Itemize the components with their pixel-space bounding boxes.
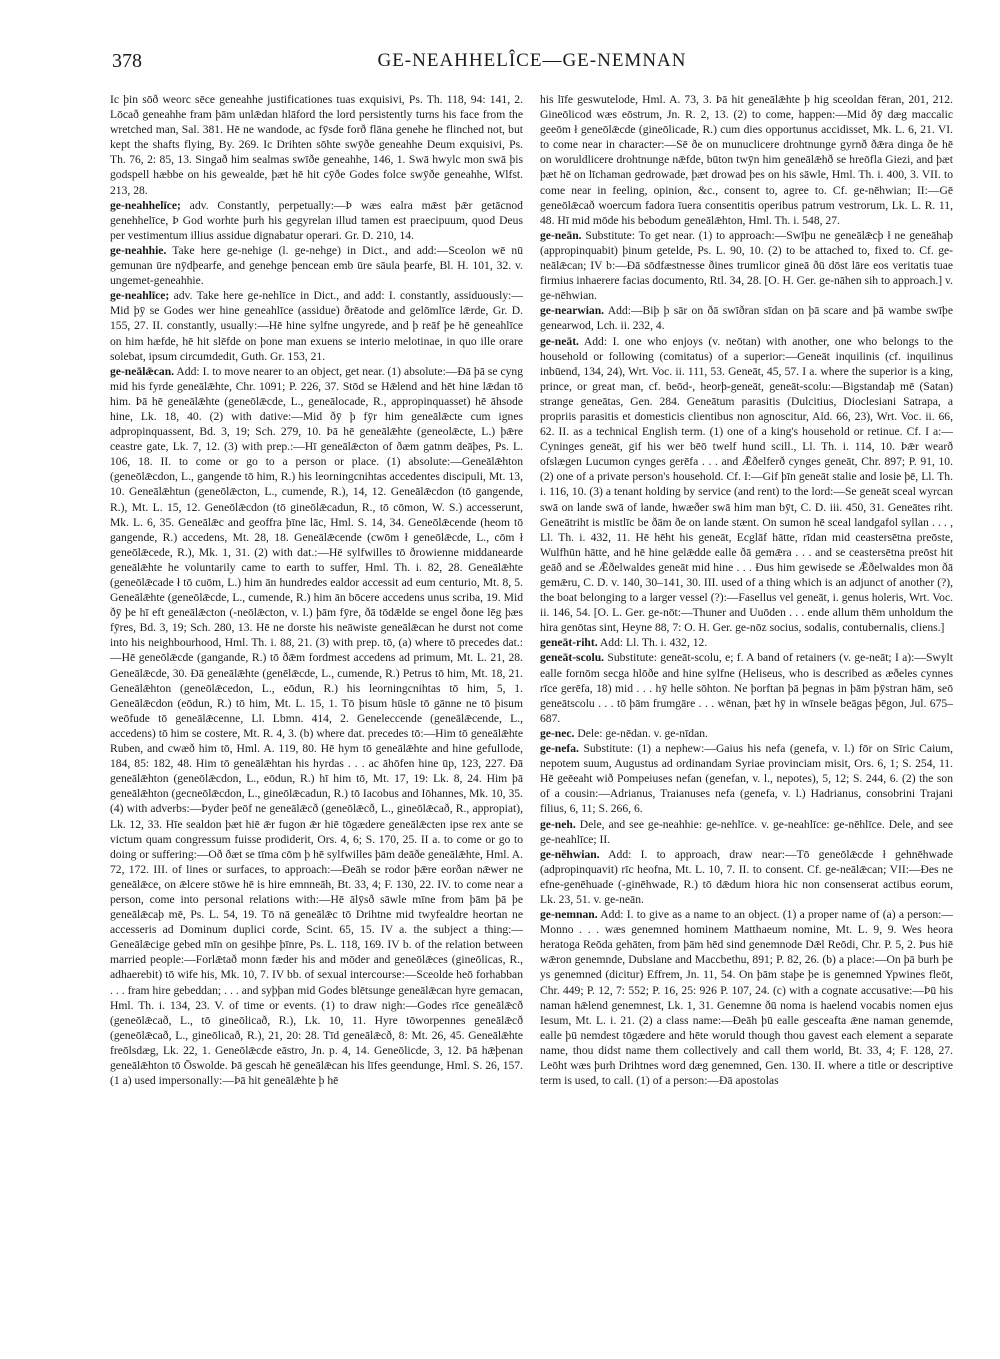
entry-headword: ge-neahlīce; xyxy=(110,289,170,303)
entry-headword: ge-neān. xyxy=(540,228,582,242)
left-column xyxy=(110,92,523,1354)
entry-headword: ge-neahhelīce; xyxy=(110,198,181,212)
page-header xyxy=(112,50,952,84)
dictionary-entry xyxy=(540,303,953,333)
entry-headword: ge-nearwian. xyxy=(540,304,605,318)
entry-text: adv. Take here ge-nehlīce in Dict., and add: I. constantly, assiduously:—Mid þȳ se Godes wer hine geneahlīce (assidue) ðrēatode and gelōmlīce lǣrde, Gr. D. 155, 27. II. constantly, usually:—Hē hine sylfne ungyrede, and þ reāf þe hē geneahlīce on him hæfde, hē hit slēfde on þone man exuens se interio melotinae, in quo ille orare solebat, ipsum circumdedit, Guth. Gr. 153, 21. xyxy=(110,289,523,363)
entry-text: Add: I. to give as a name to an object. (1) a proper name of (a) a person:—Monno . . . wæs genemned hominem Matthaeum nomine, Mt. L. 9, 9. Wes heora heratoga Reōda gehāten, from þām hēd sind genemnode Dǣl Reōdi, Chr. P. 5, 2. Þus hiē wǣron genemnde, Dubslane and Maccbethu, 891; P. 82, 26. (b) a place:—On þā burh þe ys genemned (dicitur) Effrem, Jn. 11, 54. On þām staþe þe is genemned Ypwines fleōt, Chr. 449; P. 12, 7: 552; P. 16, 25: 926 P. 107, 24. (c) with a cognate accusative:—Þū his naman hǣlend genemnest, Lk. 1, 31. Genemne ðū noma is haelend vocabis nomen ejus Iesum, Mt. L. i. 21. (2) a class name:—Ðeāh þū ealle gesceafta ǣne naman genemde, ealle þū nemdest tōgædere and hēte woruld though thou gavest each element a separate name, thou didst name them collectively and call them world, Bt. 33, 4; F. 128, 27. Leōht wæs þurh Drihtnes word dæg genemned, Gen. 130. II. where a title or descriptive term is used, to call. (1) of a person:—Ðā apostolas xyxy=(540,908,953,1088)
right-column xyxy=(540,92,953,1354)
entry-text: Substitute: To get near. (1) to approach:—Swīþu ne geneālǣcþ ł ne geneāhaþ (appropinquabit) þinum getelde, Ps. L. 90, 10. (2) to be attached to, fixed to. Cf. ge-neālǣcan; IV b:—Ðā sōdfæstnesse ðines trumlicor gineā ðū dōst lāre eos veritatis tuae firmius inhaerere facias documento, Rtl. 34, 28. [O. H. Ger. ge-nāhen sih to approach.] v. ge-nēhwian. xyxy=(540,228,953,303)
entry-text: Substitute: geneāt-scolu, e; f. A band of retainers (v. ge-neāt; I a):—Swylt ealle fornōm secga hlōðe and hine sylfne (Heliseus, who is described as æðeles cynnes rīce gerēfa, 18) mid . . . hȳ helle sōhton. Ne þorftan þā þegnas in þām þȳstran hām, seō geneātscolu . . . tō þām frumgāre . . . wēnan, þæt hȳ in wīnsele beāgas þēgon, Jul. 675–687. xyxy=(540,651,953,725)
entry-text: Add: I. to move nearer to an object, get near. (1) absolute:—Ðā þā se cyng mid his fyrde geneālǣhte, Chr. 1091; P. 226, 37. Stōd se Hǣlend and hēt hine lǣdan tō him. Þā hē geneālǣhte (geneōlǣcde, L., geneālocade, R., appropinquasset) hē āhsode hine, Lk. 18, 40. (2) with dative:—Mid ðȳ þ fȳr him geneālǣcte cum ignes adpropinquassent, Bd. 3, 19; Sch. 279, 10. Þā hē geneālǣhte (geneolǣcte, L.) þǣre ceastre gate, Lk. 7, 12. (3) with prep.:—Hī geneālǣcton of ðæm gatnm deāþes, Ps. L. 106, 18. II. to come or go to a person or place. (1) absolute:—Geneālǣhton (geneōlǣcdon, L., gangende tō him, R.) his leorningcnihtas accedentes discipuli, Mt. 13, 10. Geneālǣhtun (geneōlǣcton, L., cumende, R.), 14, 12. Geneālǣcdon (tō gangende, R.), Mt. L. 15, 12. Geneōlǣcdon (tō gineōlǣcadun, R., tō cōmon, W. S.) accesserunt, Mk. L. 6, 35. Geneālǣc and geoffra þīne lāc, Hml. S. 14, 34. Geneōlǣcende (heom tō gangende, R.) accedens, Mt. 28, 18. Geneālǣcende (cwōm ł geneōlǣcde, L., cōm ł geneōlǣcede, R.), Mk. 1, 31. (2) with dat.:—Hē sylfwilles tō ðrowienne middanearde geneālǣhte he voluntarily came to earth to suffer, Hml. Th. i. 82, 28. Geneālǣhte (geneōlǣcade ł tō cuōm, L.) him ān hundredes ealdor accessit ad eum centurio, Mt. 8, 5. Geneālǣhte (geneōlǣcde, L., cumende, R.) him ān bōcere accedens unus scriba, 19. Mid ðȳ þe hī eft geneālǣcton (-neōlǣcton, v. l.) þām fȳre, ðā tōdǣlde se engel ðone lēg þæs fȳres, Bd. 3, 19; Sch. 280, 13. Hē ne dorste his neāwiste geneālǣcan he durst not come into his neighbourhood, Hml. Th. i. 88, 21. (3) with prep. tō, (a) where tō precedes dat.:—Hē geneōlǣcde (gangande, R.) tō ðǣm fordmest accedens ad primum, Mt. L. 21, 28. Geneālǣcde, 30. Ðā geneālǣhte (genēlǣcde, L., cumende, R.) Petrus tō him, Mt. 18, 21. Geneālǣhton (geneōlǣcedon, L., eōdun, R.) his leorningcnihtas tō him, 5, 1. Geneālǣcdon (eōdun, R.) tō him, Mt. L. 15, 1. Tō þisum hūsle tō gānne ne tō þisum weōfude tō geneālǣcenne, Ll. Lbmn. 414, 2. Geneleccende (geneālǣcende, L., accedens) tō him se costere, Mt. R. 4, 3. (b) where dat. precedes tō:—Him tō geneālǣhte Ruben, and cwæð him tō, Hml. A. 119, 80. Hē hym tō geneālǣhte and hine gefullode, 184, 85: 182, 48. Him tō geneālǣhtan his hyrdas . . . ac āhōfen hine ūp, 123, 227. Ðā geneālǣhton (geneōlǣcdon, L., eōdun, R.) hī him tō, Mt. 17, 19: Lk. 8, 24. Him þā geneālǣhton (gecneōlǣcdon, L., gineōlǣcadun, R.) tō Iacobus and Iōhannes, Mk. 10, 35. (4) with adverbs:—Þyder þeōf ne geneālǣcð (geneōlǣcð, L., gineōlǣcað, R., appropiat), Lk. 12, 33. Hīe sealdon þæt hiē ǣr fugon ǣr hiē tōgædere geneālǣcten ipse rex ante se victum quam congressum fuisse prodiderit, Ors. 4, 6; S. 170, 25. II a. to come or go to doing or suffering:—Oð ðæt se tīma cōm þ hē sylfwilles þām deāðe geneālǣhte, Hml. A. 72, 172. III. of lines or surfaces, to approach:—Ðeāh se rodor þǣre eorðan nǣwer ne geneālǣce, on ǣlcere stōwe hē is hire emnneāh, Bt. 33, 4; F. 130, 22. IV. to come near a person, come into personal relations with:—Hē ālȳsð sāwle mīne from þām þā þe geneālǣcaþ mē, Ps. L. 54, 19. Tō nā geneālǣc tō Drihtne mid twyfealdre heortan ne accesseris ad Dominum duplici corde, Scint. 65, 15. IV a. the subject a thing:—Geneālǣcige gebed mīn on gesihþe þīnre, Ps. L. 118, 169. IV b. of the relation between married people:—Forlǣtað monn fæder his and mōder and geneōlǣces (gineōlicas, R., adhaerebit) tō wife his, Mk. 10, 7. IV bb. of sexual intercourse:—Sceolde heō forhabban . . . fram hire gebeddan; . . . and syþþan mid Godes blētsunge geneālǣcan hyre gemacan, Hml. Th. i. 134, 23. V. of time or events. (1) to draw nigh:—Godes rīce geneālǣcð (geneōlǣcað, L., tō gineōlicað, R.), Lk. 10, 11. Hyre tōworpennes geneālǣcð (geneōlǣcað, L., gineōlicað, R.), 21, 20: 28. Tīd geneālǣcð, 8: Mt. 26, 45. Geneālǣhte freōlsdæg, Lk. 22, 1. Geneōlǣcde eāstro, Jn. p. 4, 14. Geneōlicde, 3, 12. Þā hǣþenan geneālǣhton tō Ōswolde. Þā gescah hē geneālǣcan his līfes geendunge, Hml. S. 26, 157. (1 a) used impersonally:—Þā hit geneālǣhte þ hē xyxy=(110,364,523,1088)
entry-headword: ge-nec. xyxy=(540,726,575,740)
entry-text: adv. Constantly, perpetually:—Þ wæs ealra mǣst þǣr getācnod genehhelīce, Þ God worhte þurh his gegyrelan illud tamen est praecipuum, quod Deus per vestimentum illius assidue dignabatur operari. Gr. D. 210, 14. xyxy=(110,198,523,242)
entry-text: Add:—Biþ þ sār on ðā swīðran sīdan on þā scare and þā wambe swīþe genearwod, Lch. ii. 232, 4. xyxy=(540,304,953,333)
page-number: 378 xyxy=(112,50,142,72)
entry-text: Add: Ll. Th. i. 432, 12. xyxy=(599,636,708,650)
entry-headword: ge-neh. xyxy=(540,817,576,831)
dictionary-entry xyxy=(540,650,953,725)
dictionary-entry xyxy=(540,907,953,1088)
entry-text: Substitute: (1) a nephew:—Gaius his nefa (genefa, v. l.) fōr on Sīric Caium, nepotem suum, Augustus ad ordinandam Syriae provinciam misit, Ors. 6, 1; S. 254, 11. Hē geēeaht wið Pompeiuses nefan (genefan, v. l., nepotes), 5, 12; S. 244, 6. (2) the son of a cousin:—Adrianus, Traianuses nefa (genefa, v. l.) Hadrianus, consobrini Trajani filius, 6, 11; S. 266, 6. xyxy=(540,742,953,816)
dictionary-entry xyxy=(110,92,523,198)
dictionary-entry xyxy=(540,726,953,741)
dictionary-entry xyxy=(540,741,953,816)
entry-text: Add: I. one who enjoys (v. neōtan) with another, one who belongs to the household or following (comitatus) of a superior:—Geneāt inquilinis (cf. inquilinus inbūend, 134, 24), Wrt. Voc. ii. 111, 53. Geneāt, 45, 57. I a. where the superior is a king, prince, or great man, cf. beōd-, heorþ-geneāt, geneāt-scolu:—Bigstandaþ mē (Satan) strange geneātas, Gen. 284. Geneātum parasitis (Dulcitius, Dioclesiani Satrapa, a propriis parasitis et domesticis clientibus non agnoscitur, Ald. 66, 23), Wrt. Voc. ii. 66, 62. II. as a technical English term. (1) one of a king's household or retinue. Cf. I a:—Cyninges geneāt, gif his wer bēō twelf hund scill., Ll. Th. i. 114, 10. Þǣr wearð ofslægen Lucumon cynges gerēfa . . . and Ǣðelferð cynges geneāt, Chr. 897; P. 91, 10. (2) one of a private person's household. Cf. I:—Gif þīn geneāt stalie and losie þē, Ll. Th. i. 116, 10. (3) a tenant holding by service (and rent) to the lord:—Se geneāt sceal wyrcan swā on lande swā of lande, hwæðer swā him man bȳt, C. D. iii. 450, 31. Geneātes riht. Geneātriht is mistlīc be ðām ðe on lande stænt. On sumon hē sceal landgafol syllan . . . , Ll. Th. i. 432, 11. Hē hēht his geneāt, Ecglāf hātte, rīdan mid ceastersētna preōste, Wulfhūn hātte, and hē hine gelǣdde ealle ðā gemǣra . . . and se ceastersētna preōst hit geāð and se Ǣðelwaldes geneāt mid hine . . . Ðus him gewisede se Ǣðelwaldes mon ðā gemǣru, C. D. v. 140, 30–141, 30. III. used of a thing which is an adjunct of another (?), the boat belonging to a larger vessel (?):—Fasellus vel geneāt, i. genus holeris, Wrt. Voc. ii. 146, 54. [O. L. Ger. ge-nōt:—Thuner and Uuōden . . . ende allum thēm unholdum the hira genōtas sint, Heyne 88, 7: O. H. Ger. ge-nōz socius, sodalis, contubernalis, cliens.] xyxy=(540,334,953,635)
entry-headword: geneāt-riht. xyxy=(540,636,598,650)
dictionary-entry xyxy=(110,288,523,363)
dictionary-entry xyxy=(540,847,953,907)
dictionary-entry xyxy=(540,635,953,650)
dictionary-entry xyxy=(110,243,523,288)
dictionary-entry xyxy=(110,198,523,243)
entry-headword: ge-neālǣcan. xyxy=(110,364,175,378)
entry-headword: ge-neāt. xyxy=(540,334,579,348)
entry-headword: ge-nēhwian. xyxy=(540,847,600,861)
entry-text: Dele: ge-nēdan. v. ge-nīdan. xyxy=(577,726,708,740)
dictionary-entry xyxy=(110,364,523,1089)
entry-text: his līfe geswutelode, Hml. A. 73, 3. Þā hit geneālǣhte þ hig sceoldan fēran, 201, 212. Gineōlicod wæs eōstrum, Jn. R. 2, 13. (2) to come, happen:—Mid ðȳ dæg maccalic geeōm ł geneōlǣcde (gineōlicade, R.) cum dies opportunus accidisset, Mk. L. 6, 21. VI. to come near in character:—Sē ðe on munuclicere drohtnunge gyrnð ðǣra dinga ðe hē on woruldlicere drohtnunge nǣfde, būton twȳn him geneālǣhð se hreōfla Giezi, and þæt þæt hē on līchaman gedrowade, þæt drowad þes on his sāwle, Hml. Th. i. 400, 3. VII. to come near in feeling, opinion, &c., consent to, agree to. Cf. ge-nēhwian; II:—Gē geneōlǣcað woercum fadora īuera consentitis operibus patrum vestrorum, Lk. L. R. 11, 48. Hī mid mōde his bebodum geneālǣhton, Hml. Th. i. 548, 27. xyxy=(540,93,953,227)
entry-text: Add: I. to approach, draw near:—Tō geneōlǣcde ł gehnēhwade (adpropinquavit) rīc heofna, Mt. L. 10, 7. II. to consent. Cf. ge-neālǣcan; VII:—Ðes ne efne-genēhuade (-ginēhwade, R.) tō dǣdum hiora hic non consenserat actibus eorum, Lk. 23, 51. v. ge-neān. xyxy=(540,847,953,906)
entry-headword: geneāt-scolu. xyxy=(540,651,605,665)
running-head: GE-NEAHHELÎCE—GE-NEMNAN xyxy=(377,50,687,71)
entry-headword: ge-nefa. xyxy=(540,742,579,756)
entry-text: Dele, and see ge-neahhie: ge-nehlīce. v. ge-neahlīce: ge-nēhlīce. Dele, and see ge-neahlīce; II. xyxy=(540,817,953,846)
entry-headword: ge-nemnan. xyxy=(540,908,598,922)
entry-headword: ge-neahhie. xyxy=(110,243,167,257)
dictionary-entry xyxy=(540,92,953,228)
entry-text: Take here ge-nehige (l. ge-nehge) in Dict., and add:—Sceolon wē nū gemunan ūre nȳdþearfe, and genehge þencean emb ūre sāula þearfe, Bl. H. 101, 32. v. ungemet-geneahhie. xyxy=(110,243,523,288)
dictionary-entry xyxy=(540,817,953,847)
dictionary-entry xyxy=(540,334,953,636)
entry-text: Ic þin sōð weorc sēce geneahhe justificationes tuas exquisivi, Ps. Th. 118, 94: 141, 2. Lōcað geneahhe fram þām unlǣdan hlāford the lord persistently turns his face from the wretched man, Sal. 381. Hē ne wandode, ac fȳsde forð flāna genehe he flinched not, but kept the shafts flying, By. 269. Ic Drihten sōhte swȳðe geneahhe Deum exquisivi, Ps. Th. 76, 2: 85, 13. Singað him sealmas swīðe geneahhe, 146, 1. Swā hwylc mon swā þis godspell hæbbe on his gewealde, þæt hē hit cȳðe Godes folce swȳðe geneahhe, Wlfst. 213, 28. xyxy=(110,93,523,197)
dictionary-entry xyxy=(540,228,953,303)
